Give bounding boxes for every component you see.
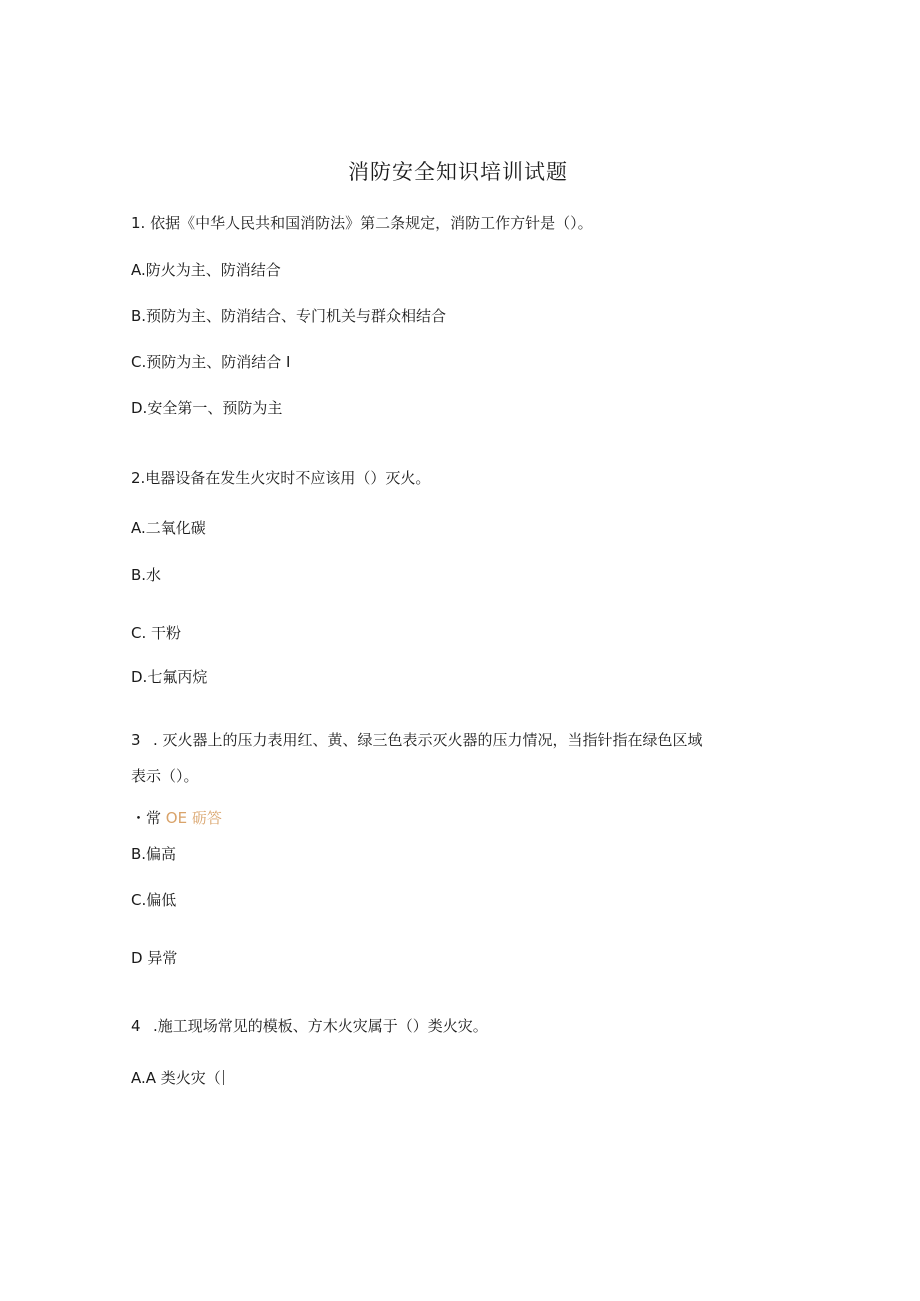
question-3-option-a-annotation: OE 砺答 — [165, 809, 222, 827]
question-1-option-b: B.预防为主、防消结合、专门机关与群众相结合 — [131, 307, 447, 325]
question-4-number: 4 — [131, 1017, 141, 1035]
question-1-option-d: D.安全第一、预防为主 — [131, 399, 283, 417]
question-4-option-a-text: A.A 类火灾（ — [131, 1069, 221, 1087]
question-1-option-c: C.预防为主、防消结合 I — [131, 353, 291, 371]
question-3-option-d: D 异常 — [131, 949, 178, 967]
question-1-option-a: A.防火为主、防消结合 — [131, 261, 281, 279]
question-3-stem-line-2: 表示（）。 — [131, 767, 199, 785]
question-4-stem-text: .施工现场常见的模板、方木火灾属于（）类火灾。 — [153, 1017, 488, 1035]
question-3-stem-text: . 灭火器上的压力表用红、黄、绿三色表示灭火器的压力情况，当指针指在绿色区域 — [153, 731, 703, 749]
question-2-option-c: C. 干粉 — [131, 624, 182, 642]
question-4-option-a — [131, 1068, 224, 1088]
question-3-number: 3 — [131, 731, 141, 749]
question-3-option-b: B.偏高 — [131, 845, 177, 863]
text-cursor-mark — [223, 1070, 224, 1085]
question-4-stem — [131, 1016, 488, 1036]
question-2-option-a: A.二氧化碳 — [131, 519, 206, 537]
question-3-stem-line-1 — [131, 730, 703, 750]
question-3-option-a-text: ・常 — [131, 809, 162, 827]
question-2-option-b: B.水 — [131, 566, 162, 584]
question-1-stem: 1. 依据《中华人民共和国消防法》第二条规定，消防工作方针是（）。 — [131, 214, 593, 232]
question-2-option-d: D.七氟丙烷 — [131, 668, 208, 686]
question-3-option-c: C.偏低 — [131, 891, 177, 909]
question-3-option-a — [131, 808, 222, 828]
question-2-stem: 2.电器设备在发生火灾时不应该用（）灭火。 — [131, 469, 431, 487]
page-title: 消防安全知识培训试题 — [348, 160, 568, 184]
